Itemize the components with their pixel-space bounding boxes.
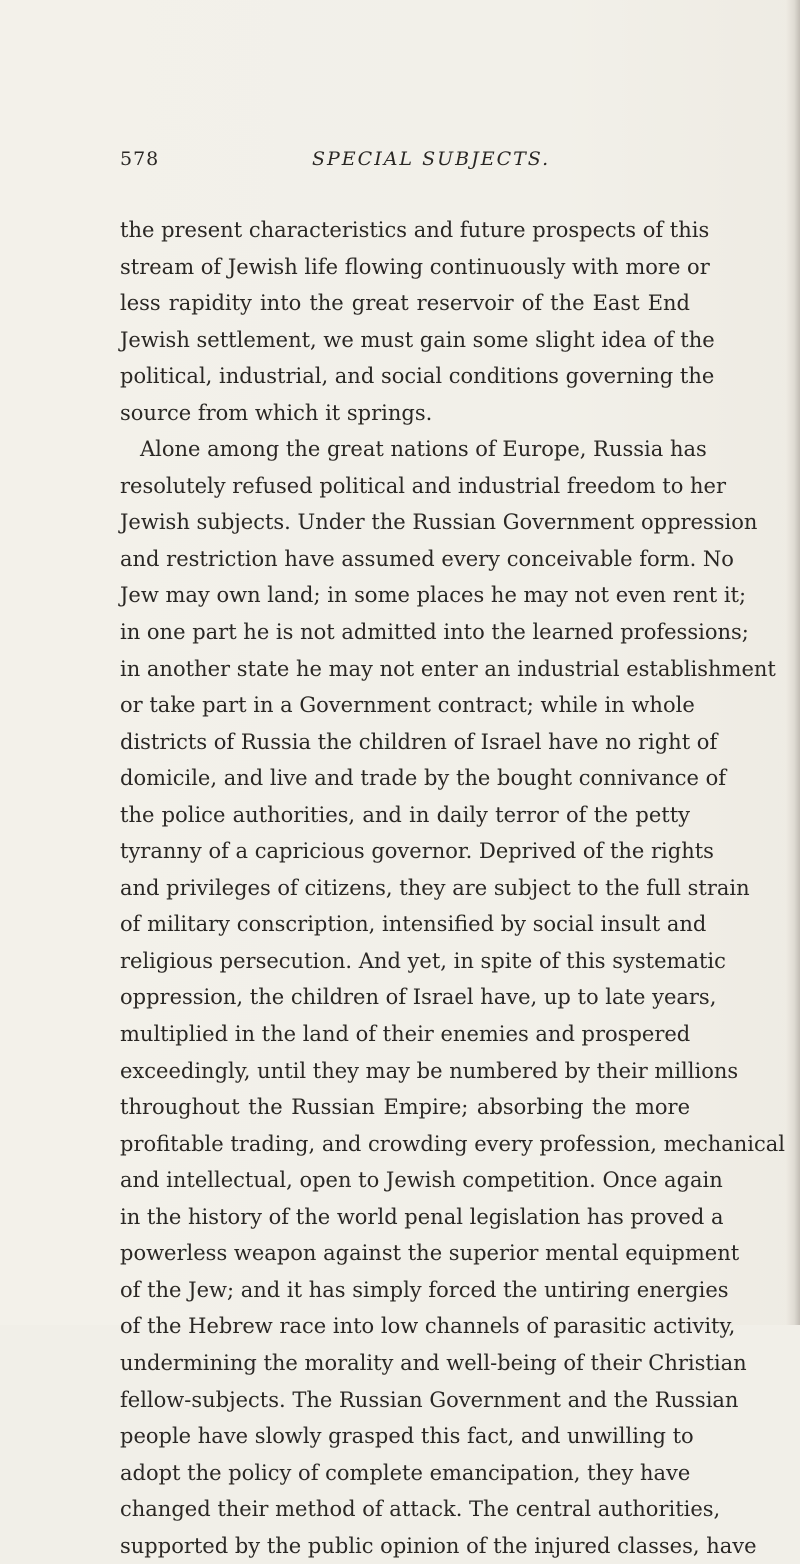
text-line: Jewish subjects. Under the Russian Government oppression <box>120 510 758 535</box>
section-title: SPECIAL SUBJECTS. <box>312 148 551 170</box>
text-line: powerless weapon against the superior mental equipment <box>120 1241 740 1266</box>
body-text <box>120 212 786 1564</box>
text-line: people have slowly grasped this fact, and unwilling to <box>120 1424 694 1449</box>
text-line: source from which it springs. <box>120 400 433 425</box>
text-line: in the history of the world penal legislation has proved a <box>120 1204 724 1229</box>
running-head <box>120 148 690 178</box>
page-number: 578 <box>120 148 160 170</box>
text-line: throughout the Russian Empire; absorbing the more <box>120 1095 690 1120</box>
text-line: oppression, the children of Israel have, up to late years, <box>120 985 717 1010</box>
text-line: and restriction have assumed every conceivable form. No <box>120 546 734 571</box>
text-line: of military conscription, intensified by social insult and <box>120 912 707 937</box>
text-line: in another state he may not enter an industrial establishment <box>120 656 776 681</box>
page-edge-shadow <box>786 0 800 1325</box>
text-line: resolutely refused political and industrial freedom to her <box>120 473 727 498</box>
text-line: of the Jew; and it has simply forced the untiring energies <box>120 1277 729 1302</box>
text-line: or take part in a Government contract; while in whole <box>120 693 695 718</box>
text-line: domicile, and live and trade by the bought connivance of <box>120 766 727 791</box>
text-line: undermining the morality and well-being of their Christian <box>120 1350 747 1375</box>
text-line: tyranny of a capricious governor. Deprived of the rights <box>120 839 714 864</box>
text-line: of the Hebrew race into low channels of parasitic activity, <box>120 1314 736 1339</box>
text-line: less rapidity into the great reservoir of the East End <box>120 291 690 316</box>
text-line: Jewish settlement, we must gain some slight idea of the <box>120 327 715 352</box>
text-line: in one part he is not admitted into the learned professions; <box>120 620 749 645</box>
text-line: Alone among the great nations of Europe, Russia has <box>140 437 707 462</box>
text-line: adopt the policy of complete emancipation, they have <box>120 1460 691 1485</box>
text-line: multiplied in the land of their enemies and prospered <box>120 1022 691 1047</box>
text-line: the police authorities, and in daily terror of the petty <box>120 802 690 827</box>
text-line: the present characteristics and future prospects of this <box>120 218 710 242</box>
text-line: fellow-subjects. The Russian Government and the Russian <box>120 1387 739 1412</box>
text-line: and privileges of citizens, they are subject to the full strain <box>120 875 750 900</box>
text-line: political, industrial, and social conditions governing the <box>120 364 715 389</box>
text-line: and intellectual, open to Jewish competition. Once again <box>120 1168 723 1193</box>
text-line: religious persecution. And yet, in spite of this systematic <box>120 948 726 973</box>
text-line: changed their method of attack. The central authorities, <box>120 1497 721 1522</box>
text-line: districts of Russia the children of Israel have no right of <box>120 729 718 754</box>
text-line: supported by the public opinion of the injured classes, have <box>120 1533 757 1558</box>
text-line: profitable trading, and crowding every profession, mechanical <box>120 1131 786 1156</box>
text-line: exceedingly, until they may be numbered by their millions <box>120 1058 739 1083</box>
text-line: Jew may own land; in some places he may not even rent it; <box>120 583 747 608</box>
text-line: stream of Jewish life flowing continuously with more or <box>120 254 710 279</box>
